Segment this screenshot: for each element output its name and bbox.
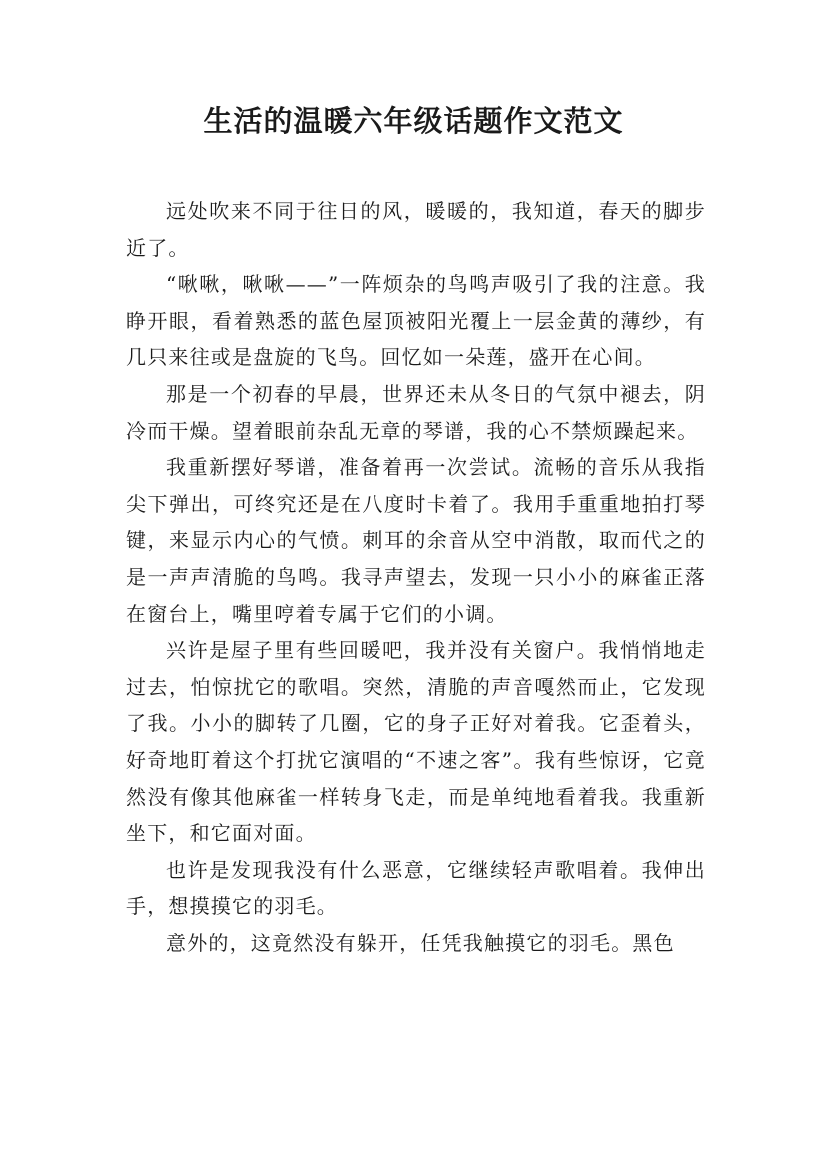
- paragraph-4: 我重新摆好琴谱，准备着再一次尝试。流畅的音乐从我指尖下弹出，可终究还是在八度时卡着了。我用手重重地拍打琴键，来显示内心的气愤。刺耳的余音从空中消散，取而代之的是一声声清脆的鸟鸣。我寻声望去，发现一只小小的麻雀正落在窗台上，嘴里哼着专属于它们的小调。: [126, 455, 706, 626]
- paragraph-6: 也许是发现我没有什么恶意，它继续轻声歌唱着。我伸出手，想摸摸它的羽毛。: [126, 857, 706, 919]
- paragraph-5: 兴许是屋子里有些回暖吧，我并没有关窗户。我悄悄地走过去，怕惊扰它的歌唱。突然，清脆的声音嘎然而止，它发现了我。小小的脚转了几圈，它的身子正好对着我。它歪着头，好奇地盯着这个打扰它演唱的“不速之客”。我有些惊讶，它竟然没有像其他麻雀一样转身飞走，而是单纯地看着我。我重新坐下，和它面对面。: [126, 638, 706, 846]
- paragraph-7: 意外的，这竟然没有躲开，任凭我触摸它的羽毛。黑色: [166, 930, 675, 955]
- document-body: [126, 193, 706, 961]
- document-title: 生活的温暖六年级话题作文范文: [203, 104, 624, 138]
- paragraph-1: 远处吹来不同于往日的风，暖暖的，我知道，春天的脚步近了。: [126, 199, 706, 260]
- paragraph-2: “啾啾，啾啾——”一阵烦杂的鸟鸣声吸引了我的注意。我睁开眼，看着熟悉的蓝色屋顶被阳光覆上一层金黄的薄纱，有几只来往或是盘旋的飞鸟。回忆如一朵莲，盛开在心间。: [126, 272, 706, 370]
- paragraph-3: 那是一个初春的早晨，世界还未从冬日的气氛中褪去，阴冷而干燥。望着眼前杂乱无章的琴谱，我的心不禁烦躁起来。: [126, 381, 706, 443]
